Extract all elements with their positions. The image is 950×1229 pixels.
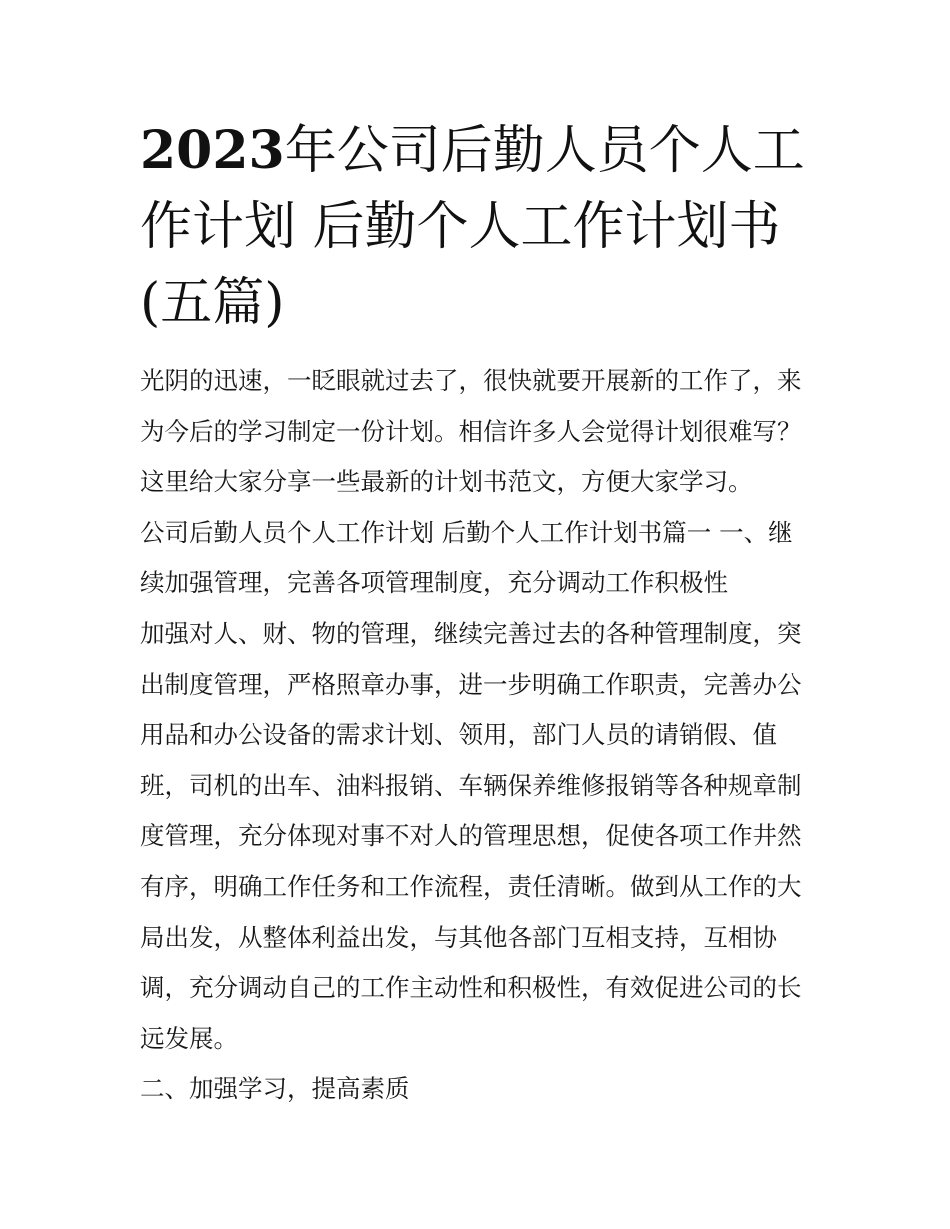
document-title [140,113,820,341]
intro-line: 为今后的学习制定一份计划。相信许多人会觉得计划很难写？ [140,416,802,446]
paragraph-line: 加强对人、财、物的管理，继续完善过去的各种管理制度，突 [140,618,802,648]
section2-heading [140,1064,822,1115]
paragraph-line: 远发展。 [140,1023,238,1053]
paragraph-line: 用品和办公设备的需求计划、领用，部门人员的请销假、值 [140,720,777,750]
management-paragraph [140,609,822,1064]
paragraph-line: 出制度管理，严格照章办事，进一步明确工作职责，完善办公 [140,669,802,699]
document-body [140,356,822,1115]
intro-line: 光阴的迅速，一眨眼就过去了，很快就要开展新的工作了，来 [140,366,802,395]
paragraph-line: 班，司机的出车、油料报销、车辆保养维修报销等各种规章制 [140,770,802,800]
paragraph-line: 调，充分调动自己的工作主动性和积极性，有效促进公司的长 [140,973,802,1003]
paragraph-line: 局出发，从整体利益出发，与其他各部门互相支持，互相协 [140,922,777,952]
section1-line: 公司后勤人员个人工作计划 后勤个人工作计划书篇一 一、继 [140,517,793,547]
section2-line: 二、加强学习，提高素质 [140,1074,410,1104]
title-year: 2023 [140,120,285,181]
title-text: 年公司后勤人员个人工作计划 后勤个人工作计划书(五篇) [140,121,805,333]
intro-line: 这里给大家分享一些最新的计划书范文，方便大家学习。 [140,467,753,497]
section1-line: 续加强管理，完善各项管理制度，充分调动工作积极性 [140,568,728,598]
paragraph-line: 有序，明确工作任务和工作流程，责任清晰。做到从工作的大 [140,871,802,901]
intro-paragraph [140,356,822,508]
paragraph-line: 度管理，充分体现对事不对人的管理思想，促使各项工作井然 [140,821,802,851]
section1-heading [140,508,822,609]
